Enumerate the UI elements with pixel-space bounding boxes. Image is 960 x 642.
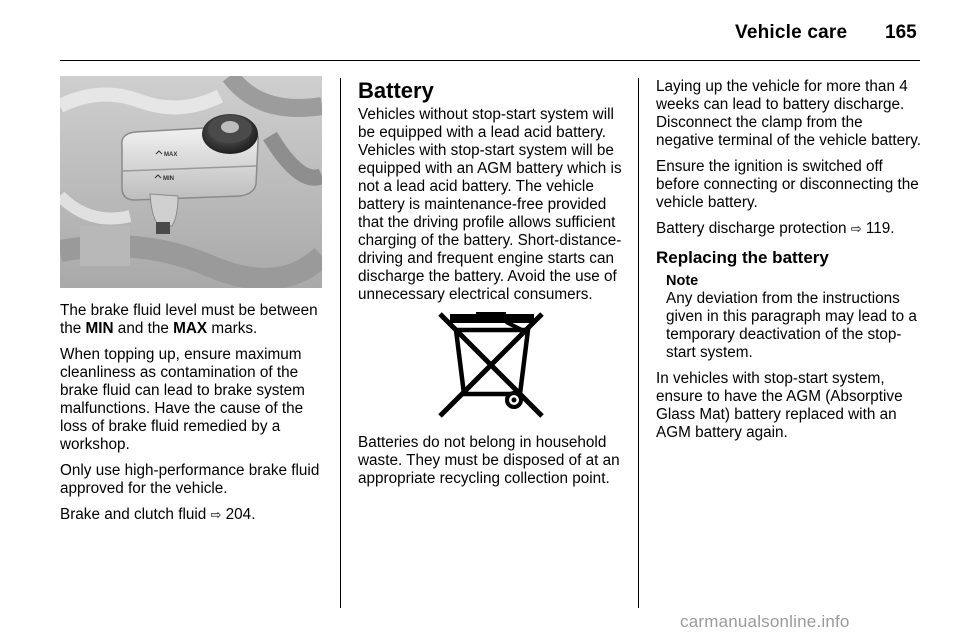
column-1: [60, 302, 328, 532]
agm-replacement-paragraph: In vehicles with stop-start system, ensure to have the AGM (Absorptive Glass Mat) battery replaced with an AGM battery again.: [656, 370, 903, 441]
column-2: [358, 78, 628, 496]
note-label: Note: [666, 273, 699, 289]
max-mark-label: MAX: [164, 152, 178, 158]
topping-up-paragraph: When topping up, ensure maximum cleanliness as contamination of the brake fluid can lead to brake system malfunctions. Have the cause of the loss of brake fluid remedied by a workshop.: [60, 346, 305, 453]
header-rule: [60, 60, 920, 61]
max-mark-term: MAX: [173, 320, 208, 337]
page-reference-arrow-icon: ⇨: [210, 507, 222, 522]
bin-symbol-container: [358, 312, 628, 422]
crossed-out-wheelie-bin-icon: [436, 312, 546, 420]
text-span: and the: [113, 320, 174, 337]
header-title: Vehicle care: [735, 22, 848, 43]
reference-page[interactable]: 119.: [865, 220, 895, 237]
battery-disposal-paragraph: Batteries do not belong in household waste. They must be disposed of at an appropriate recycling collection point.: [358, 434, 620, 487]
min-mark-label: MIN: [163, 176, 174, 182]
brake-fluid-reservoir-photo: [60, 76, 322, 288]
battery-heading: Battery: [358, 78, 434, 103]
laying-up-paragraph: Laying up the vehicle for more than 4 weeks can lead to battery discharge. Disconnect the clamp from the negative terminal of the vehicle battery.: [656, 78, 922, 149]
battery-intro-paragraph: Vehicles without stop-start system will be equipped with a lead acid battery. Vehicles with stop-start system will be equipped with an AGM battery which is not a lead acid battery. The vehicle battery is maintenance-free provided that the driving profile allows sufficient charging of the battery. Short-distance-driving and frequent engine starts can discharge the battery. Avoid the use of unnecessary electrical consumers.: [358, 106, 622, 303]
reference-text: Battery discharge protection: [656, 220, 851, 237]
note-text: Any deviation from the instructions given in this paragraph may lead to a temporary deactivation of the stop-start system.: [666, 290, 917, 361]
reference-page[interactable]: 204.: [225, 506, 256, 523]
reference-text: Brake and clutch fluid: [60, 506, 211, 523]
brake-fluid-level-paragraph: [60, 302, 328, 338]
column-divider-1: [340, 78, 341, 608]
brake-fluid-type-paragraph: Only use high-performance brake fluid approved for the vehicle.: [60, 462, 320, 497]
text-span: The brake fluid level must be between the: [60, 302, 318, 337]
page-header: [0, 0, 960, 60]
ignition-paragraph: Ensure the ignition is switched off before connecting or disconnecting the vehicle battery.: [656, 158, 919, 211]
watermark-text: carmanualsonline.info: [680, 612, 850, 631]
text-span: marks.: [207, 320, 258, 337]
replacing-battery-heading: Replacing the battery: [656, 248, 829, 267]
column-divider-2: [638, 78, 639, 608]
page-reference-arrow-icon: ⇨: [850, 221, 862, 236]
column-3: [656, 78, 922, 450]
min-mark-term: MIN: [85, 320, 114, 337]
note-box: [666, 272, 922, 362]
page-number: 165: [885, 22, 917, 43]
brake-clutch-fluid-reference: [60, 506, 328, 524]
discharge-protection-reference: [656, 220, 922, 238]
